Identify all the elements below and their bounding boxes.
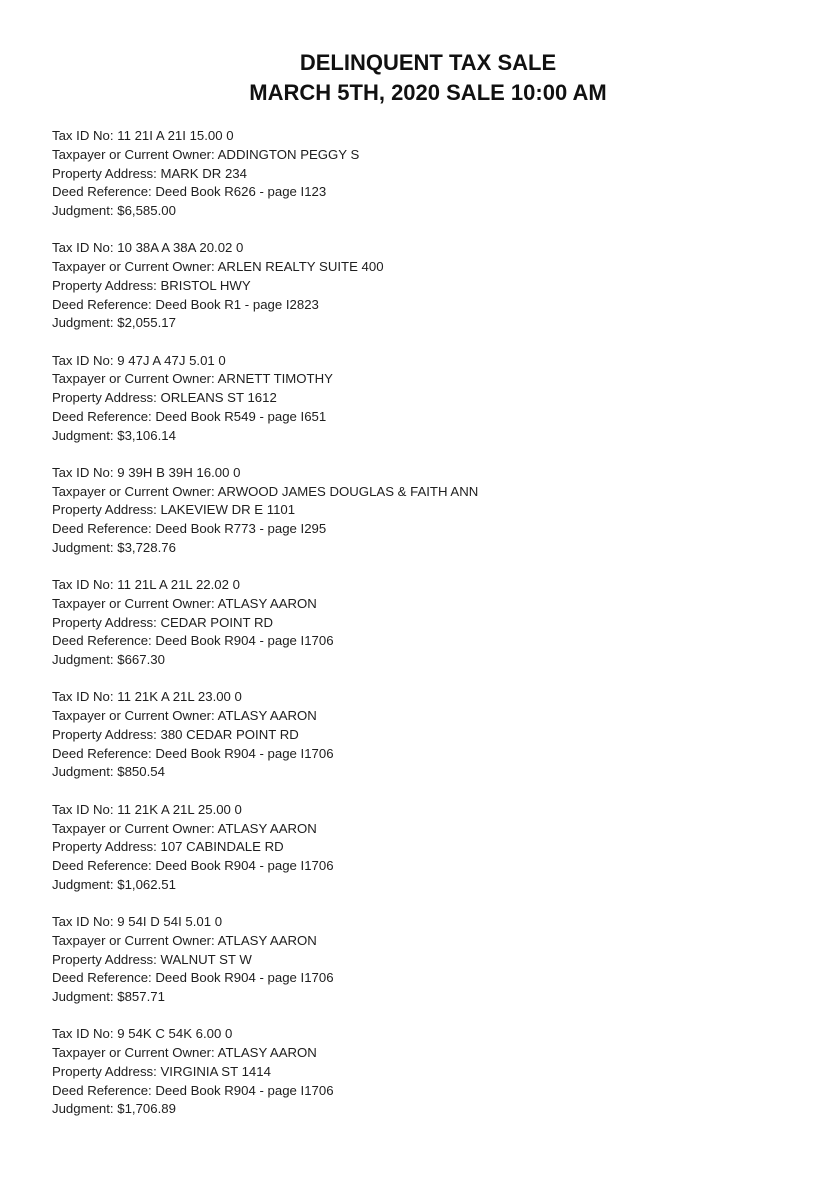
tax-id-line — [52, 688, 812, 707]
owner-label: Taxpayer or Current Owner: — [52, 932, 218, 948]
judgment-value: $3,106.14 — [117, 427, 176, 443]
deed-reference-line — [52, 408, 812, 427]
owner-label: Taxpayer or Current Owner: — [52, 259, 218, 275]
property-address-value: ORLEANS ST 1612 — [160, 390, 277, 406]
tax-sale-record — [52, 464, 812, 576]
owner-line — [52, 595, 812, 614]
tax-id-value: 11 21K A 21L 23.00 0 — [117, 689, 242, 705]
tax-sale-record — [52, 127, 812, 239]
property-address-label: Property Address: — [52, 951, 161, 967]
title-line-2: MARCH 5TH, 2020 SALE 10:00 AM — [249, 80, 607, 105]
tax-id-line — [52, 239, 812, 258]
property-address-value: MARK DR 234 — [160, 165, 247, 181]
tax-id-label: Tax ID No: — [52, 1026, 118, 1042]
property-address-value: 380 CEDAR POINT RD — [160, 726, 299, 742]
deed-reference-label: Deed Reference: — [52, 858, 156, 874]
tax-id-label: Tax ID No: — [52, 689, 118, 705]
tax-id-label: Tax ID No: — [52, 914, 118, 930]
tax-id-value: 11 21I A 21I 15.00 0 — [117, 128, 234, 143]
deed-reference-line — [52, 1082, 812, 1101]
deed-reference-line — [52, 969, 812, 988]
tax-id-value: 10 38A A 38A 20.02 0 — [117, 240, 244, 256]
property-address-label: Property Address: — [52, 390, 161, 406]
tax-sale-record — [52, 801, 812, 913]
property-address-line — [52, 389, 812, 408]
deed-reference-label: Deed Reference: — [52, 521, 156, 537]
tax-sale-record — [52, 1025, 812, 1137]
tax-id-label: Tax ID No: — [52, 128, 118, 143]
deed-reference-line — [52, 745, 812, 764]
owner-value: ARWOOD JAMES DOUGLAS & FAITH ANN — [217, 483, 479, 499]
deed-reference-label: Deed Reference: — [52, 408, 156, 424]
judgment-value: $850.54 — [117, 764, 165, 780]
owner-label: Taxpayer or Current Owner: — [52, 1045, 218, 1061]
tax-sale-record — [52, 913, 812, 1025]
judgment-label: Judgment: — [52, 652, 118, 668]
deed-reference-line — [52, 632, 812, 651]
judgment-label: Judgment: — [52, 539, 118, 555]
owner-value: ATLASY AARON — [217, 932, 317, 948]
judgment-label: Judgment: — [52, 1101, 118, 1117]
document-title — [0, 48, 840, 108]
judgment-line — [52, 539, 812, 558]
tax-sale-record — [52, 576, 812, 688]
owner-value: ADDINGTON PEGGY S — [217, 146, 360, 162]
tax-sale-record-list — [52, 127, 812, 1138]
tax-id-value: 9 54I D 54I 5.01 0 — [117, 914, 223, 930]
property-address-label: Property Address: — [52, 1063, 161, 1079]
property-address-line — [52, 277, 812, 296]
tax-id-label: Tax ID No: — [52, 577, 118, 593]
owner-value: ARNETT TIMOTHY — [217, 371, 333, 387]
property-address-line — [52, 501, 812, 520]
judgment-value: $3,728.76 — [117, 539, 176, 555]
judgment-value: $1,706.89 — [117, 1101, 176, 1117]
tax-id-line — [52, 913, 812, 932]
deed-reference-value: Deed Book R904 - page I1706 — [155, 858, 334, 874]
owner-label: Taxpayer or Current Owner: — [52, 708, 218, 724]
tax-sale-record — [52, 239, 812, 351]
owner-line — [52, 146, 812, 165]
judgment-line — [52, 876, 812, 895]
owner-line — [52, 932, 812, 951]
deed-reference-line — [52, 857, 812, 876]
deed-reference-value: Deed Book R904 - page I1706 — [155, 633, 334, 649]
judgment-line — [52, 1100, 812, 1119]
property-address-line — [52, 614, 812, 633]
tax-id-label: Tax ID No: — [52, 240, 118, 256]
deed-reference-label: Deed Reference: — [52, 184, 156, 200]
tax-id-value: 9 39H B 39H 16.00 0 — [117, 464, 241, 480]
judgment-line — [52, 988, 812, 1007]
property-address-label: Property Address: — [52, 839, 161, 855]
tax-id-line — [52, 576, 812, 595]
judgment-line — [52, 202, 812, 221]
property-address-label: Property Address: — [52, 726, 161, 742]
owner-line — [52, 370, 812, 389]
judgment-label: Judgment: — [52, 764, 118, 780]
owner-value: ATLASY AARON — [217, 595, 317, 611]
judgment-line — [52, 314, 812, 333]
property-address-label: Property Address: — [52, 614, 161, 630]
owner-label: Taxpayer or Current Owner: — [52, 146, 218, 162]
owner-value: ATLASY AARON — [217, 708, 317, 724]
judgment-line — [52, 427, 812, 446]
tax-sale-record — [52, 688, 812, 800]
tax-id-label: Tax ID No: — [52, 464, 118, 480]
deed-reference-label: Deed Reference: — [52, 745, 156, 761]
tax-id-value: 11 21L A 21L 22.02 0 — [117, 577, 240, 593]
property-address-value: 107 CABINDALE RD — [160, 839, 284, 855]
owner-label: Taxpayer or Current Owner: — [52, 595, 218, 611]
judgment-line — [52, 651, 812, 670]
deed-reference-label: Deed Reference: — [52, 633, 156, 649]
owner-label: Taxpayer or Current Owner: — [52, 820, 218, 836]
deed-reference-value: Deed Book R904 - page I1706 — [155, 1082, 334, 1098]
judgment-value: $857.71 — [117, 989, 165, 1005]
property-address-line — [52, 838, 812, 857]
property-address-line — [52, 1063, 812, 1082]
tax-id-line — [52, 801, 812, 820]
deed-reference-label: Deed Reference: — [52, 970, 156, 986]
judgment-label: Judgment: — [52, 203, 118, 218]
tax-id-value: 9 47J A 47J 5.01 0 — [117, 352, 226, 368]
tax-id-line — [52, 127, 812, 146]
property-address-label: Property Address: — [52, 502, 161, 518]
owner-value: ATLASY AARON — [217, 820, 317, 836]
property-address-value: CEDAR POINT RD — [160, 614, 274, 630]
owner-line — [52, 258, 812, 277]
property-address-value: WALNUT ST W — [160, 951, 252, 967]
owner-line — [52, 1044, 812, 1063]
deed-reference-value: Deed Book R773 - page I295 — [155, 521, 327, 537]
judgment-label: Judgment: — [52, 315, 118, 331]
judgment-value: $667.30 — [117, 652, 165, 668]
tax-id-value: 11 21K A 21L 25.00 0 — [117, 801, 242, 817]
tax-id-line — [52, 1025, 812, 1044]
property-address-value: LAKEVIEW DR E 1101 — [160, 502, 296, 518]
deed-reference-value: Deed Book R904 - page I1706 — [155, 745, 334, 761]
owner-label: Taxpayer or Current Owner: — [52, 483, 218, 499]
deed-reference-label: Deed Reference: — [52, 296, 156, 312]
deed-reference-line — [52, 183, 812, 202]
deed-reference-value: Deed Book R904 - page I1706 — [155, 970, 334, 986]
tax-id-value: 9 54K C 54K 6.00 0 — [117, 1026, 233, 1042]
title-line-1: DELINQUENT TAX SALE — [299, 50, 557, 75]
owner-label: Taxpayer or Current Owner: — [52, 371, 218, 387]
owner-line — [52, 707, 812, 726]
judgment-value: $2,055.17 — [117, 315, 176, 331]
property-address-label: Property Address: — [52, 165, 161, 181]
property-address-label: Property Address: — [52, 277, 161, 293]
deed-reference-value: Deed Book R549 - page I651 — [155, 408, 327, 424]
tax-sale-record — [52, 352, 812, 464]
judgment-value: $1,062.51 — [117, 876, 176, 892]
property-address-value: BRISTOL HWY — [160, 277, 251, 293]
owner-line — [52, 483, 812, 502]
property-address-value: VIRGINIA ST 1414 — [160, 1063, 271, 1079]
owner-value: ATLASY AARON — [217, 1045, 317, 1061]
tax-id-line — [52, 352, 812, 371]
judgment-value: $6,585.00 — [117, 203, 176, 218]
owner-value: ARLEN REALTY SUITE 400 — [217, 259, 384, 275]
tax-id-line — [52, 464, 812, 483]
tax-id-label: Tax ID No: — [52, 352, 118, 368]
property-address-line — [52, 726, 812, 745]
tax-id-label: Tax ID No: — [52, 801, 118, 817]
deed-reference-line — [52, 296, 812, 315]
property-address-line — [52, 951, 812, 970]
deed-reference-label: Deed Reference: — [52, 1082, 156, 1098]
judgment-label: Judgment: — [52, 427, 118, 443]
judgment-label: Judgment: — [52, 989, 118, 1005]
property-address-line — [52, 165, 812, 184]
deed-reference-line — [52, 520, 812, 539]
judgment-label: Judgment: — [52, 876, 118, 892]
owner-line — [52, 820, 812, 839]
deed-reference-value: Deed Book R626 - page I123 — [155, 184, 327, 200]
deed-reference-value: Deed Book R1 - page I2823 — [155, 296, 319, 312]
judgment-line — [52, 763, 812, 782]
